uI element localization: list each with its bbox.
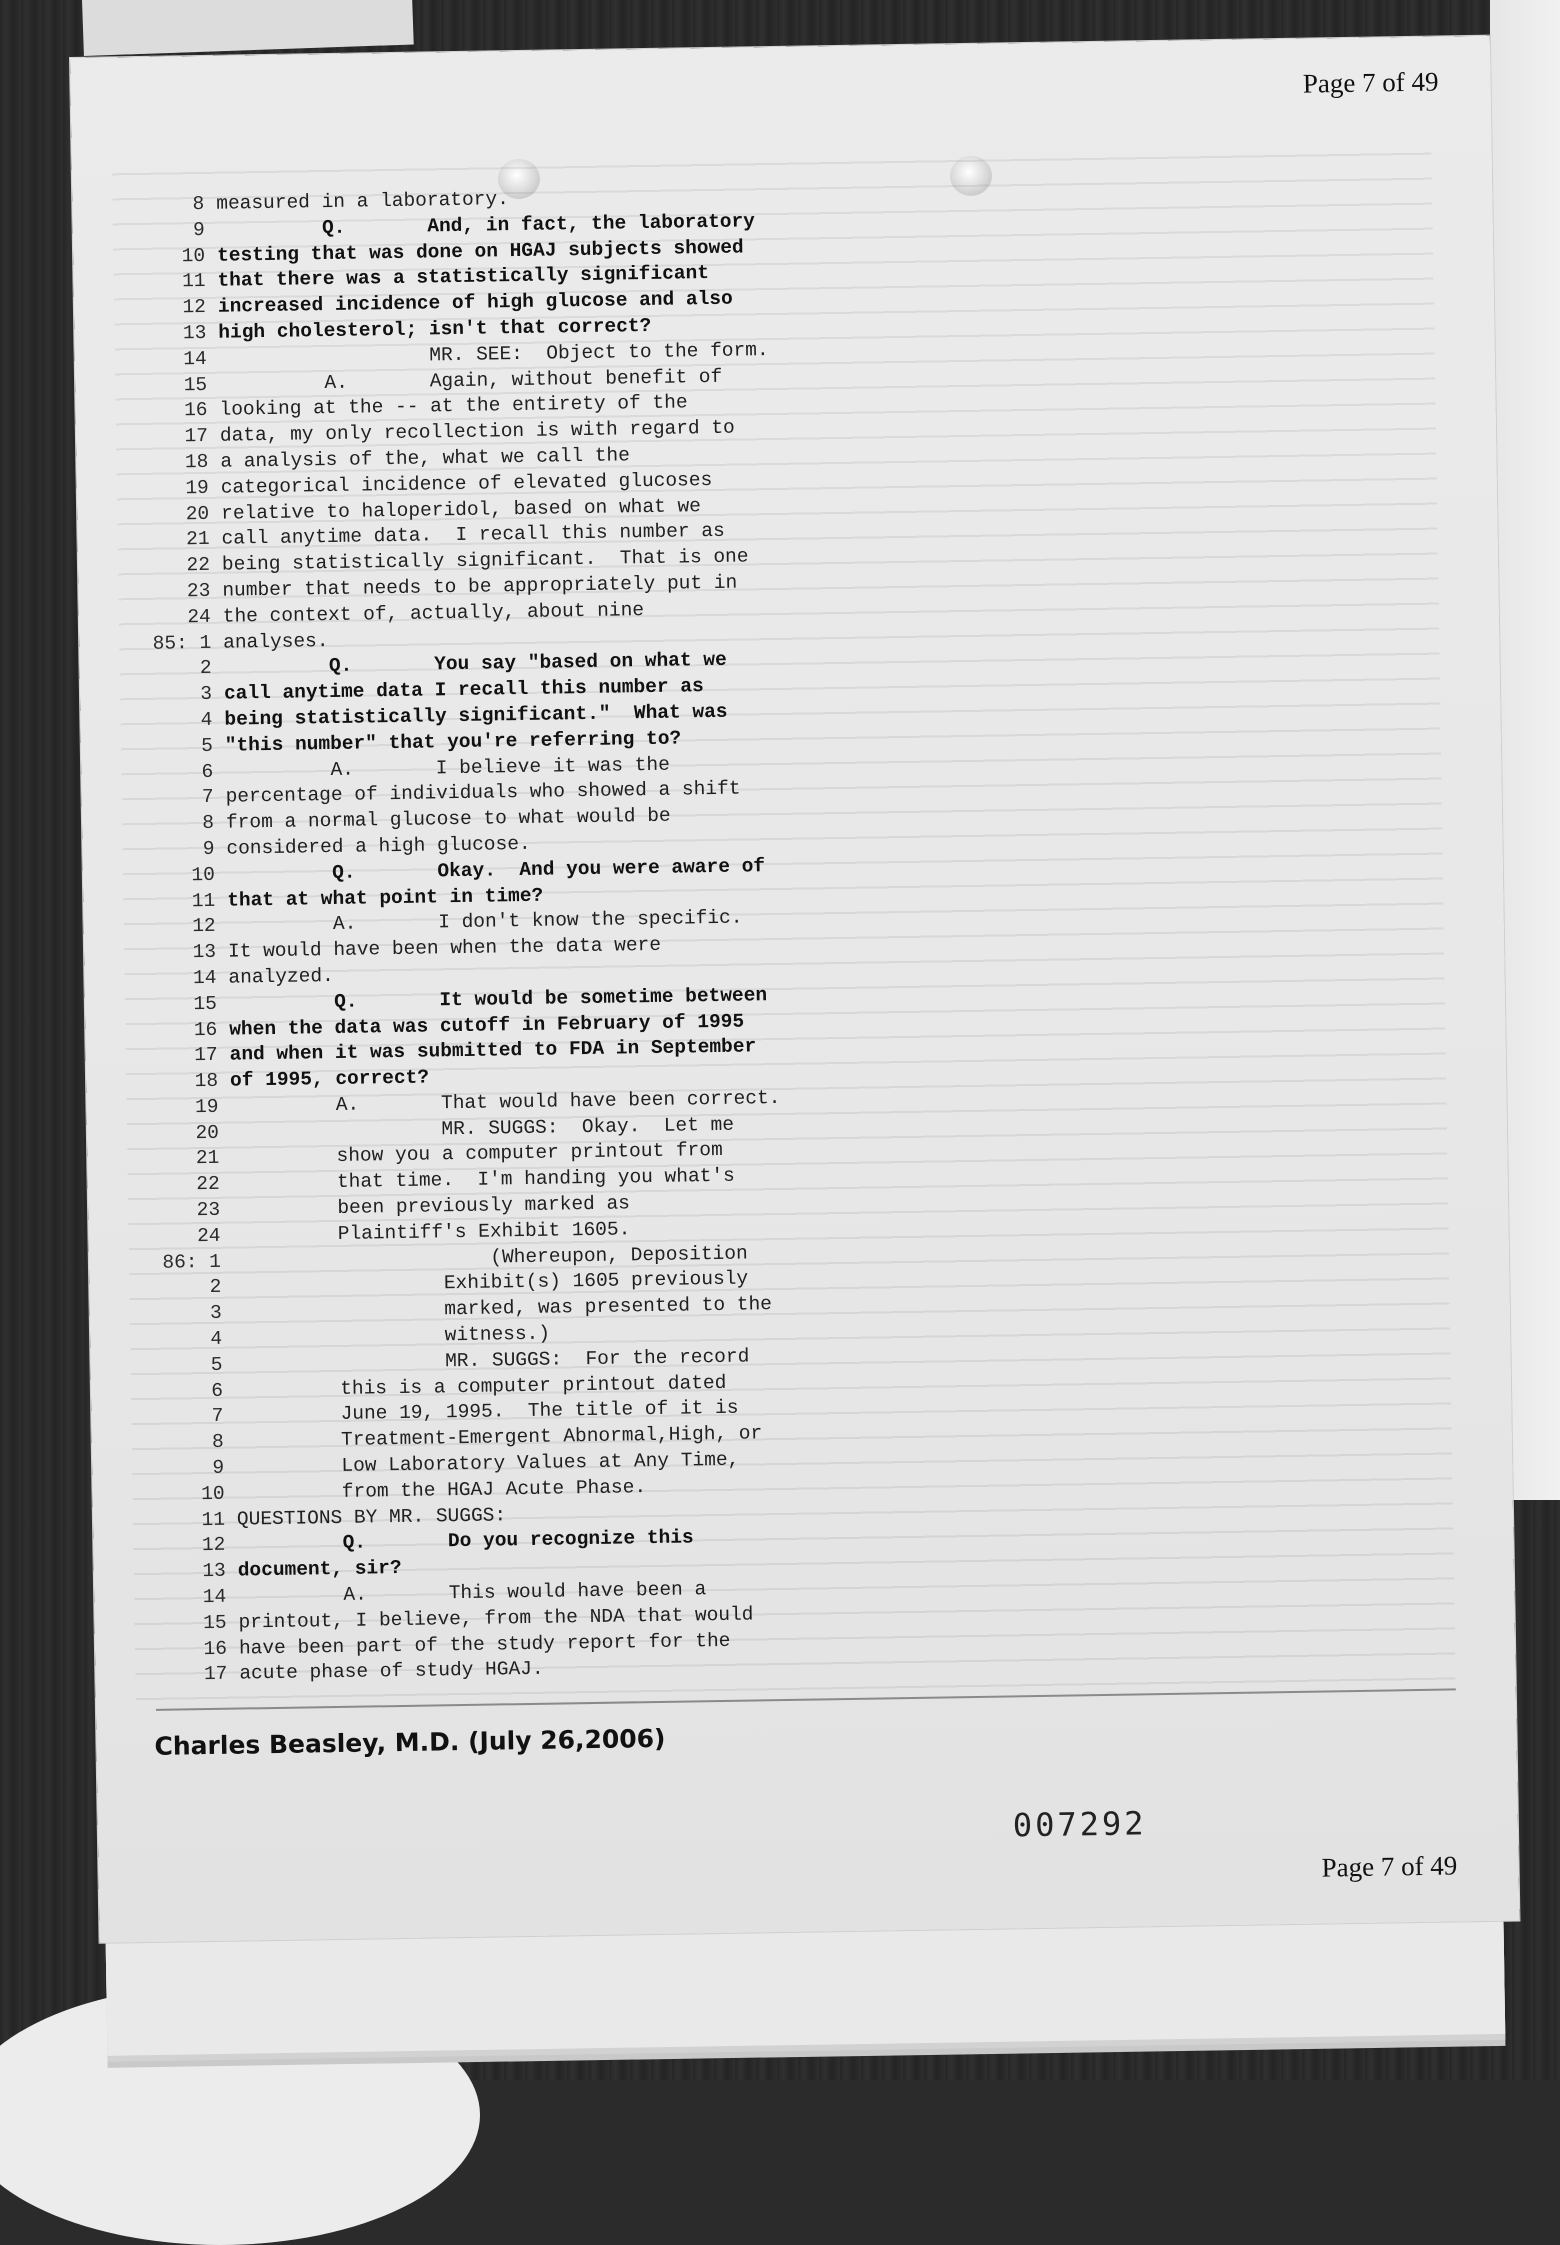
line-text: June 19, 1995. The title of it is	[340, 1397, 739, 1426]
line-number: 85: 1	[152, 631, 212, 655]
line-number: 11	[181, 270, 206, 293]
line-text: categorical incidence of elevated glucoses	[220, 468, 713, 499]
line-text: from a normal glucose to what would be	[225, 804, 671, 834]
line-number: 21	[195, 1147, 220, 1170]
line-text: A. This would have been a	[343, 1578, 707, 1606]
line-number: 17	[194, 1044, 218, 1067]
line-number: 16	[203, 1637, 228, 1660]
line-number: 23	[196, 1198, 221, 1222]
transcript-page	[70, 36, 1519, 1943]
line-text: Q. You say "based on what we	[328, 649, 727, 678]
line-number: 9	[192, 218, 205, 241]
line-text: call anytime data. I recall this number as	[221, 520, 725, 551]
line-number: 8	[211, 1431, 224, 1454]
line-number: 6	[211, 1379, 224, 1402]
line-text: that at what point in time?	[227, 884, 544, 912]
line-number: 12	[192, 915, 216, 938]
line-number: 14	[183, 347, 207, 371]
line-text: witness.)	[444, 1322, 551, 1347]
line-number: 7	[201, 786, 214, 809]
line-text: It would have been when the data were	[227, 933, 662, 963]
line-text: Plaintiff's Exhibit 1605.	[337, 1218, 631, 1245]
line-text: MR. SUGGS: Okay. Let me	[441, 1113, 735, 1140]
line-number: 12	[201, 1534, 226, 1557]
line-number: 4	[200, 708, 213, 731]
line-text: being statistically significant. That is one	[221, 545, 749, 576]
line-text: have been part of the study report for the	[238, 1629, 731, 1660]
line-number: 18	[184, 450, 209, 474]
line-number: 7	[211, 1405, 224, 1428]
line-number: 22	[196, 1173, 220, 1196]
line-number: 86: 1	[162, 1250, 222, 1274]
line-text: that time. I'm handing you what's	[336, 1164, 735, 1194]
line-number: 17	[184, 425, 209, 448]
line-number: 9	[202, 837, 215, 860]
line-text: A. That would have been correct.	[335, 1086, 781, 1116]
line-number: 17	[203, 1663, 228, 1686]
page-label-top: Page 7 of 49	[1302, 66, 1439, 99]
line-number: 16	[193, 1018, 218, 1041]
line-text: Low Laboratory Values at Any Time,	[341, 1448, 740, 1477]
line-number: 8	[192, 192, 205, 216]
line-text: "this number" that you're referring to?	[224, 727, 682, 757]
line-number: 16	[183, 399, 208, 422]
line-number: 6	[201, 760, 214, 783]
line-number: 19	[194, 1095, 219, 1119]
line-number: 5	[200, 734, 213, 757]
line-number: 2	[209, 1276, 222, 1299]
line-text: Exhibit(s) 1605 previously	[443, 1267, 749, 1295]
line-number: 13	[192, 940, 217, 964]
line-text: considered a high glucose.	[226, 832, 531, 860]
deponent-footer: Charles Beasley, M.D. (July 26,2006)	[154, 1723, 666, 1761]
line-text: that there was a statistically significant	[217, 262, 710, 293]
line-number: 14	[192, 966, 217, 990]
line-number: 4	[210, 1327, 223, 1351]
line-number: 10	[181, 244, 206, 267]
line-number: 8	[202, 811, 215, 835]
line-text: printout, I believe, from the NDA that would	[238, 1603, 754, 1634]
line-number: 21	[185, 528, 210, 551]
line-text: from the HGAJ Acute Phase.	[341, 1475, 647, 1503]
line-text: (Whereupon, Deposition	[490, 1242, 748, 1269]
line-text: number that needs to be appropriately put in	[222, 571, 738, 602]
line-number: 13	[202, 1559, 226, 1583]
line-number: 24	[187, 605, 211, 628]
line-text: show you a computer printout from	[336, 1139, 723, 1168]
line-text: a analysis of the, what we call the	[220, 444, 631, 473]
line-number: 11	[201, 1508, 226, 1531]
line-text: been previously marked as	[337, 1192, 631, 1220]
line-text: analyses.	[223, 629, 329, 654]
line-text: MR. SUGGS: For the record	[444, 1345, 750, 1373]
line-text: when the data was cutoff in February of 1995	[229, 1010, 745, 1041]
line-number: 12	[182, 296, 207, 319]
line-number: 13	[182, 321, 207, 345]
line-text: the context of, actually, about nine	[222, 598, 645, 628]
line-text: percentage of individuals who showed a shift	[225, 777, 741, 808]
line-text: MR. SEE: Object to the form.	[429, 338, 769, 367]
line-text: increased incidence of high glucose and also	[217, 287, 733, 318]
line-text: analyzed.	[228, 964, 334, 989]
line-text: QUESTIONS BY MR. SUGGS:	[236, 1503, 507, 1531]
line-number: 10	[191, 863, 216, 886]
line-number: 15	[203, 1611, 227, 1634]
line-number: 2	[199, 657, 212, 680]
line-text: testing that was done on HGAJ subjects showed	[216, 236, 744, 267]
line-text: being statistically significant." What was	[224, 700, 728, 731]
line-number: 3	[200, 682, 213, 706]
line-text: Q. And, in fact, the laboratory	[321, 210, 756, 239]
line-text: document, sir?	[237, 1557, 402, 1582]
line-text: call anytime data I recall this number as	[223, 675, 704, 705]
line-text: marked, was presented to the	[444, 1293, 773, 1321]
line-text: and when it was submitted to FDA in September	[229, 1035, 757, 1066]
line-number: 5	[210, 1353, 223, 1376]
line-text: of 1995, correct?	[229, 1066, 430, 1092]
line-text: Q. Do you recognize this	[342, 1526, 694, 1555]
line-number: 9	[212, 1456, 225, 1479]
line-text: high cholesterol; isn't that correct?	[218, 314, 652, 344]
line-number: 11	[191, 889, 216, 912]
line-text: acute phase of study HGAJ.	[239, 1658, 544, 1685]
line-text: this is a computer printout dated	[340, 1371, 727, 1400]
line-number: 10	[200, 1482, 225, 1505]
bates-number: 007292	[1012, 1804, 1147, 1845]
line-text: A. Again, without benefit of	[324, 365, 723, 394]
line-number: 18	[194, 1069, 219, 1093]
line-text: data, my only recollection is with regard to	[219, 416, 735, 447]
line-number: 20	[185, 502, 210, 525]
line-number: 3	[209, 1302, 222, 1325]
page-label-bottom: Page 7 of 49	[1321, 1850, 1458, 1883]
line-text: Treatment-Emergent Abnormal,High, or	[340, 1422, 763, 1452]
line-number: 14	[202, 1585, 227, 1609]
transcript-body	[112, 181, 915, 1689]
line-number: 19	[185, 476, 209, 500]
line-text: relative to haloperidol, based on what we	[220, 494, 702, 525]
line-number: 23	[186, 579, 211, 603]
line-text: measured in a laboratory.	[216, 188, 510, 215]
line-number: 20	[195, 1121, 220, 1144]
line-number: 15	[183, 373, 208, 396]
line-text: Q. Okay. And you were aware of	[331, 854, 766, 884]
line-text: Q. It would be sometime between	[333, 983, 768, 1013]
line-text: looking at the -- at the entirety of the	[219, 391, 688, 422]
line-number: 15	[193, 992, 218, 1015]
line-number: 24	[196, 1224, 221, 1248]
line-text: A. I don't know the specific.	[332, 906, 743, 936]
line-text: A. I believe it was the	[330, 753, 670, 781]
line-number: 22	[186, 554, 211, 577]
